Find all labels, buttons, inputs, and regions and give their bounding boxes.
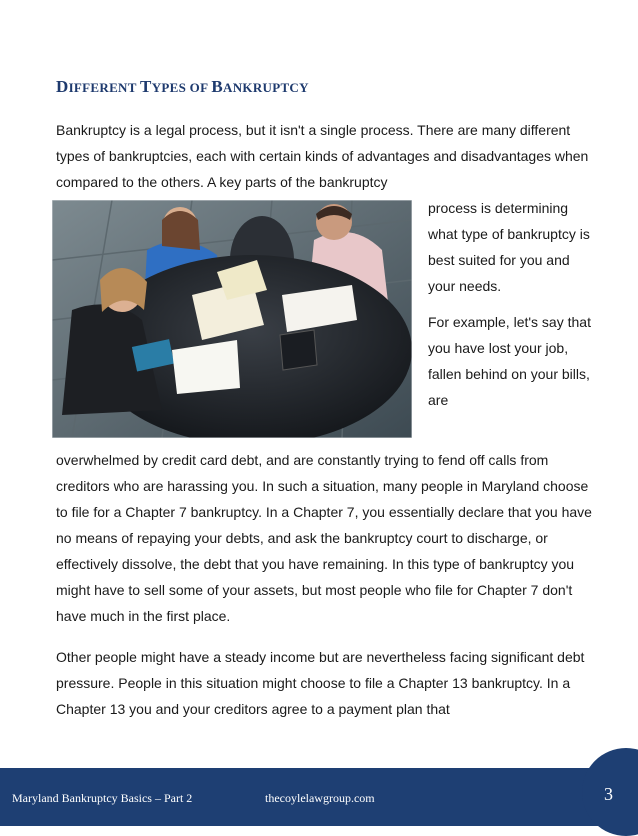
side-paragraph: process is determining what type of bankruptcy is best suited for you and your needs. (428, 200, 590, 294)
wrapped-column (428, 195, 593, 423)
heading-word-3: ANKRUPTCY (223, 80, 309, 95)
footer-document-title: Maryland Bankruptcy Basics – Part 2 (12, 791, 193, 805)
page-number: 3 (604, 784, 613, 804)
intro-paragraph: Bankruptcy is a legal process, but it isn't a single process. There are many different types of bankruptcies, each with certain kinds of advantages and disadvantages when compared to the others. A key parts of the bankruptcy (56, 122, 589, 190)
section-heading (56, 77, 309, 97)
heading-cap-1: D (56, 77, 69, 96)
side-paragraph-example: For example, let's say that you have lost your job, fallen behind on your bills, are (428, 314, 591, 408)
chapter13-paragraph: Other people might have a steady income but are nevertheless facing significant debt pressure. People in this situation might choose to file a Chapter 13 bankruptcy. In a Chapter 13 you and your creditors agree to a payment plan that (56, 649, 585, 717)
meeting-photo (52, 200, 412, 438)
heading-word-2: YPES OF (151, 80, 208, 95)
heading-cap-2: T (140, 77, 152, 96)
heading-cap-3: B (211, 77, 224, 96)
footer-website: thecoylelawgroup.com (265, 791, 375, 805)
heading-word-1: IFFERENT (68, 80, 137, 95)
chapter7-paragraph: overwhelmed by credit card debt, and are constantly trying to fend off calls from creditors who are harassing you. In such a situation, many people in Maryland choose to file for a Chapter 7 bankruptcy. In a Chapter 7, you essentially declare that you have no means of repaying your debts, and ask the bankruptcy court to discharge, or effectively dissolve, the debt that you have remaining. In this type of bankruptcy you might have to sell some of your assets, but most people who file for Chapter 7 don't have much in the first place. (56, 452, 592, 624)
